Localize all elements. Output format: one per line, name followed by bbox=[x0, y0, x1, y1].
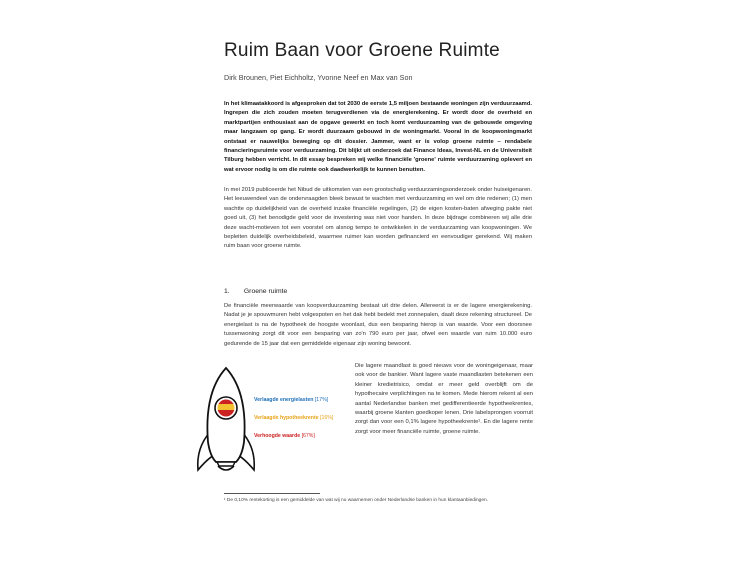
rocket-nozzle bbox=[217, 462, 235, 466]
section-heading bbox=[224, 288, 287, 295]
document-title: Ruim Baan voor Groene Ruimte bbox=[224, 40, 500, 61]
body-paragraph-1: In mei 2019 publiceerde het Nibud de uitkomsten van een grootschalig verduurzamingsonderzoek onder huiseigenaren. Het leeuwendeel van de ondervraagden bleek bewust te wachten met verduurzaming en wel om drie redenen; (1) men wachtte op duidelijkheid van de overheid inzake financiële regelingen, (2) de eigen kosten-baten afweging pakte niet goed uit, (3) het benodigde geld voor de investering was niet voor handen. In deze bijdrage combineren wij alle drie deze wacht-motieven tot een voorstel om alsnog tempo te ontwikkelen in de verduurzaming van koopwoningen. We bepleiten duidelijk overheidsbeleid, waarmee ruimer kan worden gefinancierd en eenvoudiger gerekend. Wij maken ruim baan voor groene ruimte. bbox=[224, 187, 532, 250]
rocket-illustration bbox=[190, 362, 330, 480]
body-paragraph-3: Die lagere maandlast is goed nieuws voor de woningeigenaar, maar ook voor de bankier. Want lagere vaste maandlasten betekenen een kleiner kredietrisico, omdat er meer geld overblijft om de hypothecaire verplichtingen na te komen. Mede hierom rekent al een aantal Nederlandse banken met gedifferentieerde hypotheekrentes, waarbij groene klanten goedkoper lenen. Drie labelsprongen voorruit zorgt dan voor een 0,1% lagere hypotheekrente¹. En die lagere rente zorgt voor meer financiële ruimte, groene ruimte. bbox=[355, 363, 533, 435]
footnote: ¹ De 0,10% rentekorting is een gemiddelde van wat wij nu waarnemen onder Nederlandse banken in hun klantaanbiedingen. bbox=[224, 498, 488, 503]
legend-item-energy: Verlaagde energielasten [17%] bbox=[254, 397, 329, 403]
legend-item-mortgage: Verlaagde hypotheekrente [16%] bbox=[254, 415, 334, 421]
intro-paragraph: In het klimaatakkoord is afgesproken dat tot 2030 de eerste 1,5 miljoen bestaande woningen zijn verduurzaamd. Ingrepen die zich zouden moeten terugverdienen via de energierekening. Er wordt door de overheid en marktpartijen enthousiast aan de opgave gewerkt en toch komt verduurzaming van de gebouwde omgeving maar langzaam op gang. Er wordt duurzaam gebouwd in de woningmarkt. Vooral in de koopwoningmarkt ontstaat er nauwelijks beweging op dit dossier. Jammer, want er is volop groene ruimte – rendabele financieringsruimte voor verduurzaming. Dit blijkt uit onderzoek dat Finance Ideas, Invest-NL en de Universiteit Tilburg hebben verricht. In dit essay bespreken wij welke financiële 'groene' ruimte verduurzaming oplevert en wat ervoor nodig is om die ruimte ook daadwerkelijk te kunnen benutten. bbox=[224, 101, 532, 173]
document-authors: Dirk Brounen, Piet Eichholtz, Yvonne Neef en Max van Son bbox=[224, 73, 413, 82]
body-paragraph-2: De financiële meerwaarde van koopverduurzaming bestaat uit drie delen. Allereerst is er de lagere energierekening. Nadat je je spouwmuren hebt volgespoten en het dak hebt bedekt met zonnepalen, daalt deze rekening structureel. De energielast is na de hypotheek de hoogste woonlast, dus een besparing hierop is van waarde. Voor een doorsnee tussenwoning zorgt dit voor een besparing van zo'n 790 euro per jaar, ofwel een waarde van ruim 10.000 euro gedurende de 15 jaar dat een gemiddelde eigenaar zijn woning bewoont. bbox=[224, 303, 532, 347]
footnote-divider bbox=[224, 493, 320, 494]
legend-item-value: Verhoogde waarde [67%] bbox=[254, 433, 315, 439]
section-title: Groene ruimte bbox=[243, 288, 288, 295]
section-number: 1. bbox=[224, 288, 230, 295]
